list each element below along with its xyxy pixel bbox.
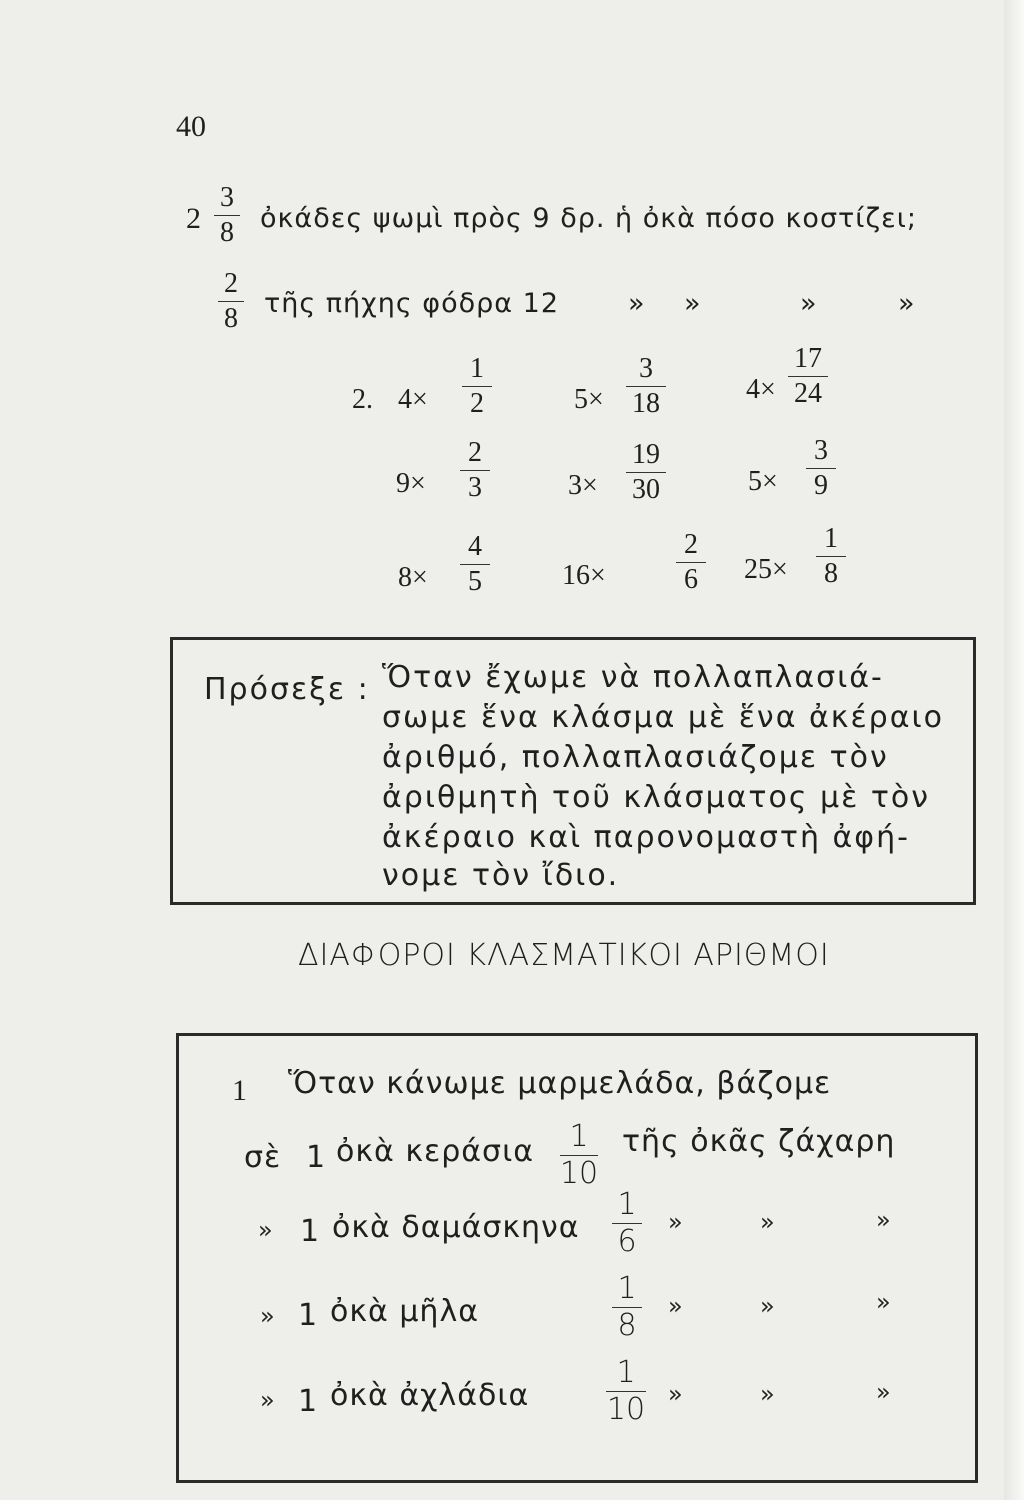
row-qty: 1 xyxy=(298,1298,319,1333)
problem-1-fraction xyxy=(214,184,240,247)
ditto-mark: » xyxy=(760,1292,776,1320)
ditto-mark: » xyxy=(684,288,702,319)
multiplier: 9× xyxy=(396,468,426,499)
fraction-numerator: 2 xyxy=(468,437,482,468)
fraction-bar xyxy=(626,472,666,473)
ditto-mark: » xyxy=(876,1206,892,1234)
multiplier: 25× xyxy=(744,554,788,585)
fraction-denominator: 6 xyxy=(684,564,698,595)
fraction-denominator: 5 xyxy=(468,566,482,597)
fraction-bar xyxy=(788,376,828,377)
row-fraction xyxy=(559,1119,599,1191)
multiplier: 3× xyxy=(568,470,598,501)
note-line: ἀριθμό, πολλαπλασιάζομε τὸν xyxy=(382,740,889,775)
fraction-denominator: 2 xyxy=(470,388,484,419)
note-label: Πρόσεξε : xyxy=(204,672,370,707)
fraction-numerator: 1 xyxy=(470,353,484,384)
ditto-mark: » xyxy=(668,1292,684,1320)
exercise-fraction xyxy=(460,533,490,596)
fraction-numerator: 1 xyxy=(617,1187,637,1222)
ditto-mark: » xyxy=(668,1208,684,1236)
note-line: νομε τὸν ἴδιο. xyxy=(382,858,620,893)
fraction-denominator: 8 xyxy=(220,217,234,248)
jam-intro: Ὅταν κάνωμε μαρμελάδα, βάζομε xyxy=(288,1066,832,1101)
note-line: σωμε ἕνα κλάσμα μὲ ἕνα ἀκέραιο xyxy=(382,700,945,735)
row-item: ὀκὰ μῆλα xyxy=(330,1294,479,1329)
fraction-numerator: 2 xyxy=(224,268,238,299)
multiplier: 4× xyxy=(746,374,776,405)
fraction-bar xyxy=(462,386,492,387)
fraction-denominator: 3 xyxy=(468,472,482,503)
row-prefix: » xyxy=(260,1386,276,1414)
fraction-numerator: 3 xyxy=(639,353,653,384)
fraction-numerator: 1 xyxy=(569,1119,589,1154)
fraction-numerator: 3 xyxy=(814,435,828,466)
fraction-denominator: 30 xyxy=(632,474,660,505)
row-item: ὀκὰ κεράσια xyxy=(336,1134,535,1169)
fraction-numerator: 4 xyxy=(468,531,482,562)
fraction-denominator: 24 xyxy=(794,378,822,409)
note-line: ἀκέραιο καὶ παρονομαστὴ ἀφή- xyxy=(382,820,910,855)
note-line: Ὅταν ἔχωμε νὰ πολλαπλασιά- xyxy=(382,660,884,695)
fraction-numerator: 2 xyxy=(684,529,698,560)
fraction-numerator: 17 xyxy=(794,343,822,374)
ditto-mark: » xyxy=(760,1380,776,1408)
fraction-bar xyxy=(214,215,240,216)
fraction-bar xyxy=(460,564,490,565)
fraction-denominator: 10 xyxy=(606,1392,646,1427)
row-prefix: σὲ xyxy=(244,1140,282,1175)
ditto-mark: » xyxy=(800,288,818,319)
multiplier: 8× xyxy=(398,562,428,593)
ditto-mark: » xyxy=(898,288,916,319)
fraction-denominator: 6 xyxy=(617,1224,637,1259)
fraction-denominator: 8 xyxy=(224,303,238,334)
row-item: ὀκὰ ἀχλάδια xyxy=(330,1378,530,1413)
fraction-numerator: 19 xyxy=(632,439,660,470)
row-qty: 1 xyxy=(306,1140,327,1175)
fraction-numerator: 1 xyxy=(616,1355,636,1390)
fraction-numerator: 1 xyxy=(824,523,838,554)
fraction-denominator: 18 xyxy=(632,388,660,419)
exercise-fraction xyxy=(816,525,846,588)
row-fraction xyxy=(612,1187,642,1259)
problem-1-text: ὀκάδες ψωμὶ πρὸς 9 δρ. ἡ ὀκὰ πόσο κοστίζει; xyxy=(260,203,917,234)
row-qty: 1 xyxy=(298,1384,319,1419)
note-line: ἀριθμητὴ τοῦ κλάσματος μὲ τὸν xyxy=(382,780,931,815)
exercise-fraction xyxy=(460,439,490,502)
exercise-number: 2. xyxy=(352,384,373,415)
section-title: ΔΙΑΦΟΡΟΙ ΚΛΑΣΜΑΤΙΚΟΙ ΑΡΙΘΜΟΙ xyxy=(298,938,830,973)
multiplier: 5× xyxy=(574,384,604,415)
exercise-fraction xyxy=(676,531,706,594)
multiplier: 16× xyxy=(562,560,606,591)
exercise-fraction xyxy=(806,437,836,500)
page-edge xyxy=(1004,0,1024,1500)
exercise-fraction xyxy=(462,355,492,418)
exercise-fraction xyxy=(788,345,828,408)
row-suffix: τῆς ὀκᾶς ζάχαρη xyxy=(622,1124,896,1159)
ditto-mark: » xyxy=(760,1208,776,1236)
row-prefix: » xyxy=(260,1302,276,1330)
row-item: ὀκὰ δαμάσκηνα xyxy=(332,1210,580,1245)
fraction-denominator: 8 xyxy=(824,558,838,589)
fraction-numerator: 3 xyxy=(220,182,234,213)
row-fraction xyxy=(612,1271,642,1343)
ditto-mark: » xyxy=(668,1380,684,1408)
fraction-bar xyxy=(626,386,666,387)
ditto-mark: » xyxy=(628,288,646,319)
exercise-fraction xyxy=(626,441,666,504)
multiplier: 4× xyxy=(398,384,428,415)
row-fraction xyxy=(606,1355,646,1427)
fraction-bar xyxy=(816,556,846,557)
row-qty: 1 xyxy=(300,1214,321,1249)
fraction-denominator: 8 xyxy=(617,1308,637,1343)
fraction-bar xyxy=(676,562,706,563)
fraction-numerator: 1 xyxy=(617,1271,637,1306)
exercise-fraction xyxy=(626,355,666,418)
fraction-denominator: 9 xyxy=(814,470,828,501)
row-prefix: » xyxy=(258,1216,274,1244)
ditto-mark: » xyxy=(876,1378,892,1406)
problem-2-text: τῆς πήχης φόδρα 12 xyxy=(264,288,560,319)
item-number: 1 xyxy=(232,1074,248,1107)
page-number: 40 xyxy=(176,110,206,143)
fraction-bar xyxy=(460,470,490,471)
ditto-mark: » xyxy=(876,1288,892,1316)
fraction-bar xyxy=(806,468,836,469)
multiplier: 5× xyxy=(748,466,778,497)
mixed-whole: 2 xyxy=(186,202,201,235)
fraction-bar xyxy=(218,301,244,302)
problem-2-fraction xyxy=(218,270,244,333)
fraction-denominator: 10 xyxy=(559,1156,599,1191)
